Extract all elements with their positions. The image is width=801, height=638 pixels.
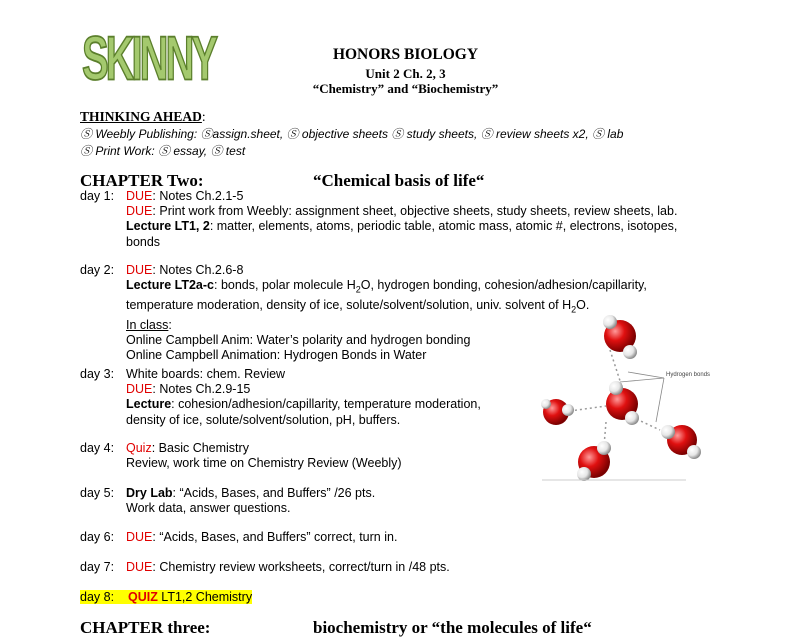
in-class-label: In class — [126, 317, 169, 332]
page-title: HONORS BIOLOGY — [332, 46, 479, 63]
day-8-label: day 8: — [80, 590, 115, 604]
day-2-lecture: : bonds, polar molecule H — [214, 278, 356, 293]
chapter-three-subtitle: biochemistry or “the molecules of life“ — [313, 618, 592, 637]
due-tag: DUE — [126, 263, 153, 277]
due-tag: DUE — [126, 382, 153, 397]
day-5-content — [126, 486, 626, 516]
due-tag: DUE — [126, 189, 153, 203]
day-5-work: Work data, answer questions. — [126, 501, 291, 516]
thinking-ahead-line-2 — [80, 142, 245, 159]
day-5-label: day 5: — [80, 486, 115, 500]
day-7-text: : Chemistry review worksheets, correct/turn in /48 pts. — [152, 560, 450, 574]
lecture-label: Lecture LT2a-c — [126, 278, 214, 293]
day-1-lecture-cont: bonds — [126, 234, 161, 249]
day-3-lecture-cont: density of ice, solute/solvent/solution, pH, buffers. — [126, 412, 401, 427]
day-7-label: day 7: — [80, 560, 115, 574]
lecture-label: Lecture — [126, 397, 172, 412]
dry-lab-label: Dry Lab — [126, 486, 173, 500]
due-tag: DUE — [126, 560, 153, 574]
topics-subtitle: “Chemistry” and “Biochemistry” — [312, 81, 499, 96]
weebly-publishing-text: Weebly Publishing: Ⓢassign.sheet, Ⓢ objective sheets Ⓢ study sheets, Ⓢ review sheets x2, Ⓢ lab — [95, 127, 624, 141]
day-5-lab: : “Acids, Bases, and Buffers” /26 pts. — [172, 486, 376, 500]
day-8-row — [80, 590, 252, 605]
day-1-lecture: : matter, elements, atoms, periodic table, atomic mass, atomic #, electrons, isotopes, — [209, 219, 678, 234]
unit-subtitle: Unit 2 Ch. 2, 3 — [365, 66, 446, 81]
chapter-three-label: CHAPTER three: — [80, 618, 211, 637]
day-2-lecture-line2-b: O. — [576, 297, 590, 312]
day-2-lecture-b: O, hydrogen bonding, cohesion/adhesion/capillarity, — [360, 278, 647, 293]
day-6-text: : “Acids, Bases, and Buffers” correct, turn in. — [152, 530, 398, 544]
day-3-content — [126, 367, 526, 428]
day-2-lecture-line2: temperature moderation, density of ice, solute/solvent/solution, univ. solvent of H — [126, 297, 572, 312]
day-8-text: LT1,2 Chemistry — [157, 590, 253, 604]
circled-s-icon: Ⓢ — [80, 144, 96, 158]
water-hydrogen-bond-figure — [536, 312, 714, 484]
day-7-content — [126, 560, 626, 575]
chapter-two-subtitle: “Chemical basis of life“ — [313, 171, 485, 190]
day-1-label: day 1: — [80, 189, 115, 203]
day-2-notes: : Notes Ch.2.6-8 — [152, 263, 244, 277]
day-6-content — [126, 530, 626, 545]
hydrogen-bonds-label: Hydrogen bonds — [666, 372, 711, 378]
thinking-ahead-colon: : — [201, 109, 206, 124]
quiz-tag: Quiz — [126, 441, 152, 455]
animation-link-1: Online Campbell Anim: Water’s polarity and hydrogen bonding — [126, 332, 471, 347]
day-3-notes: : Notes Ch.2.9-15 — [152, 382, 251, 397]
day-8-highlight — [80, 590, 252, 604]
day-4-quiz: : Basic Chemistry — [151, 441, 249, 455]
day-4-review: Review, work time on Chemistry Review (Weebly) — [126, 456, 402, 471]
thinking-ahead-title — [80, 109, 206, 125]
logo-text: SKINNY — [82, 24, 216, 94]
quiz-tag: QUIZ — [127, 590, 158, 604]
day-3-whiteboards: White boards: chem. Review — [126, 367, 286, 381]
day-2-label: day 2: — [80, 263, 115, 277]
thinking-ahead-line-1 — [80, 125, 623, 142]
day-1-notes: : Notes Ch.2.1-5 — [152, 189, 244, 203]
thinking-ahead-label: THINKING AHEAD — [80, 109, 202, 124]
subscript: 2 — [355, 284, 361, 295]
day-4-label: day 4: — [80, 441, 115, 455]
in-class-colon: : — [168, 317, 172, 332]
day-1-content — [126, 189, 726, 250]
lecture-label: Lecture LT1, 2 — [126, 219, 210, 234]
circled-s-icon: Ⓢ — [80, 127, 96, 141]
day-3-lecture: : cohesion/adhesion/capillarity, temperature moderation, — [171, 397, 481, 412]
due-tag: DUE — [126, 204, 153, 219]
due-tag: DUE — [126, 530, 153, 544]
day-4-content — [126, 441, 526, 471]
day-6-label: day 6: — [80, 530, 115, 544]
day-3-label: day 3: — [80, 367, 115, 381]
subscript: 2 — [571, 304, 577, 315]
animation-link-2: Online Campbell Animation: Hydrogen Bonds in Water — [126, 348, 427, 363]
day-1-print-work: : Print work from Weebly: assignment sheet, objective sheets, study sheets, review sheets, lab. — [152, 204, 678, 219]
print-work-text: Print Work: Ⓢ essay, Ⓢ test — [95, 144, 246, 158]
chapter-two-label: CHAPTER Two: — [80, 171, 204, 190]
